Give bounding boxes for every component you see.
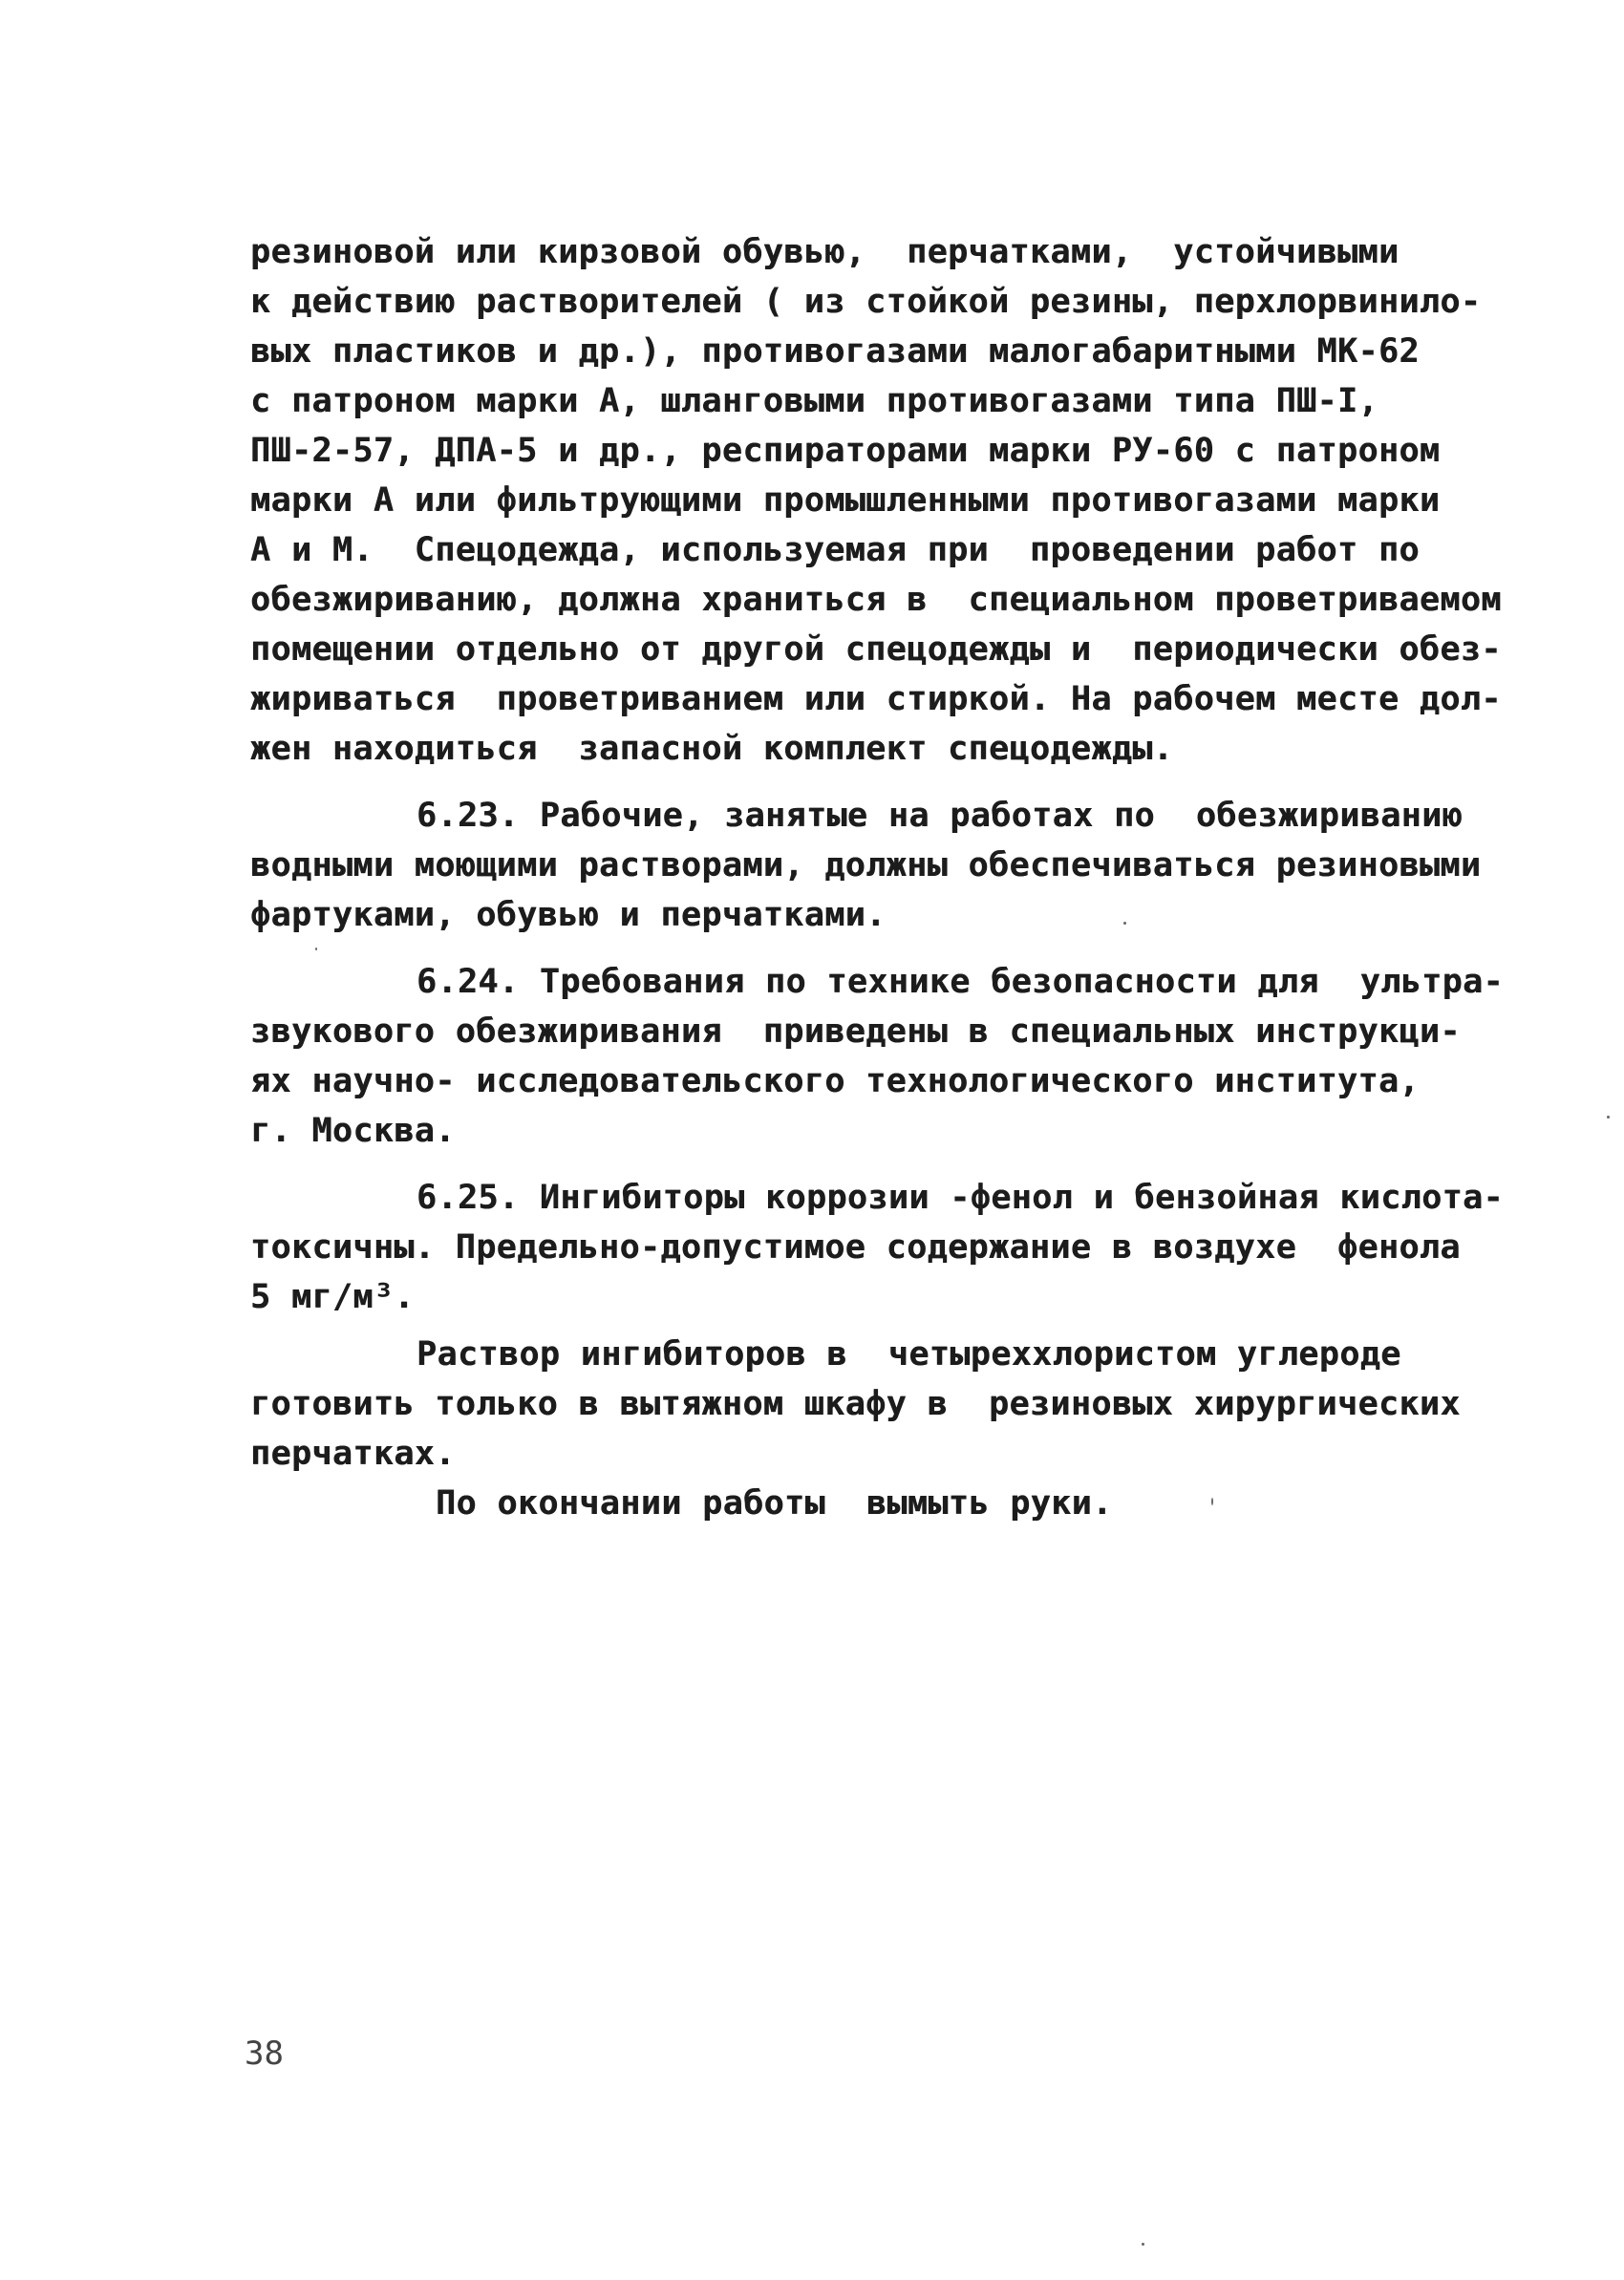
scan-speck [1123,922,1126,925]
text-line: помещении отдельно от другой спецодежды и периодически обез- [250,630,1502,669]
text-line: ПШ-2-57, ДПА-5 и др., респираторами марки РУ-60 с патроном [250,432,1441,470]
page-number: 38 [245,2035,284,2073]
scan-speck [1211,1498,1213,1505]
text-line: 6.24. Требования по технике безопасности для ультра- [417,963,1505,1001]
text-line: вых пластиков и др.), противогазами малогабаритными МК-62 [250,332,1420,371]
text-line: А и М. Спецодежда, используемая при проведении работ по [250,531,1420,569]
text-line: готовить только в вытяжном шкафу в резиновых хирургических [250,1385,1461,1423]
text-line: По окончании работы вымыть руки. [436,1484,1113,1523]
text-line: перчатках. [250,1435,456,1473]
text-line: жен находиться запасной комплект спецодежды. [250,730,1174,768]
text-line: марки А или фильтрующими промышленными противогазами марки [250,481,1441,520]
scan-speck [315,948,317,950]
text-line: токсичны. Предельно-допустимое содержание в воздухе фенола [250,1228,1461,1267]
text-line: к действию растворителей ( из стойкой резины, перхлорвинило- [250,283,1482,321]
scan-speck [1607,1116,1610,1119]
text-line: 5 мг/м³. [250,1278,415,1316]
text-line: 6.23. Рабочие, занятые на работах по обезжириванию [417,797,1464,835]
text-line: фартуками, обувью и перчатками. [250,896,887,934]
text-line: 6.25. Ингибиторы коррозии -фенол и бензойная кислота- [417,1179,1505,1217]
text-line: Раствор ингибиторов в четыреххлористом углероде [417,1335,1401,1374]
text-line: жириваться проветриванием или стиркой. На рабочем месте дол- [250,680,1502,718]
text-line: обезжириванию, должна храниться в специальном проветриваемом [250,581,1502,619]
text-line: с патроном марки А, шланговыми противогазами типа ПШ-I, [250,382,1378,420]
text-line: г. Москва. [250,1112,456,1150]
text-line: резиновой или кирзовой обувью, перчатками, устойчивыми [250,233,1400,271]
text-line: водными моющими растворами, должны обеспечиваться резиновыми [250,846,1482,884]
text-line: звукового обезжиривания приведены в специальных инструкци- [250,1012,1461,1051]
text-line: ях научно- исследовательского технологического института, [250,1062,1420,1100]
scan-speck [1142,2243,1144,2246]
